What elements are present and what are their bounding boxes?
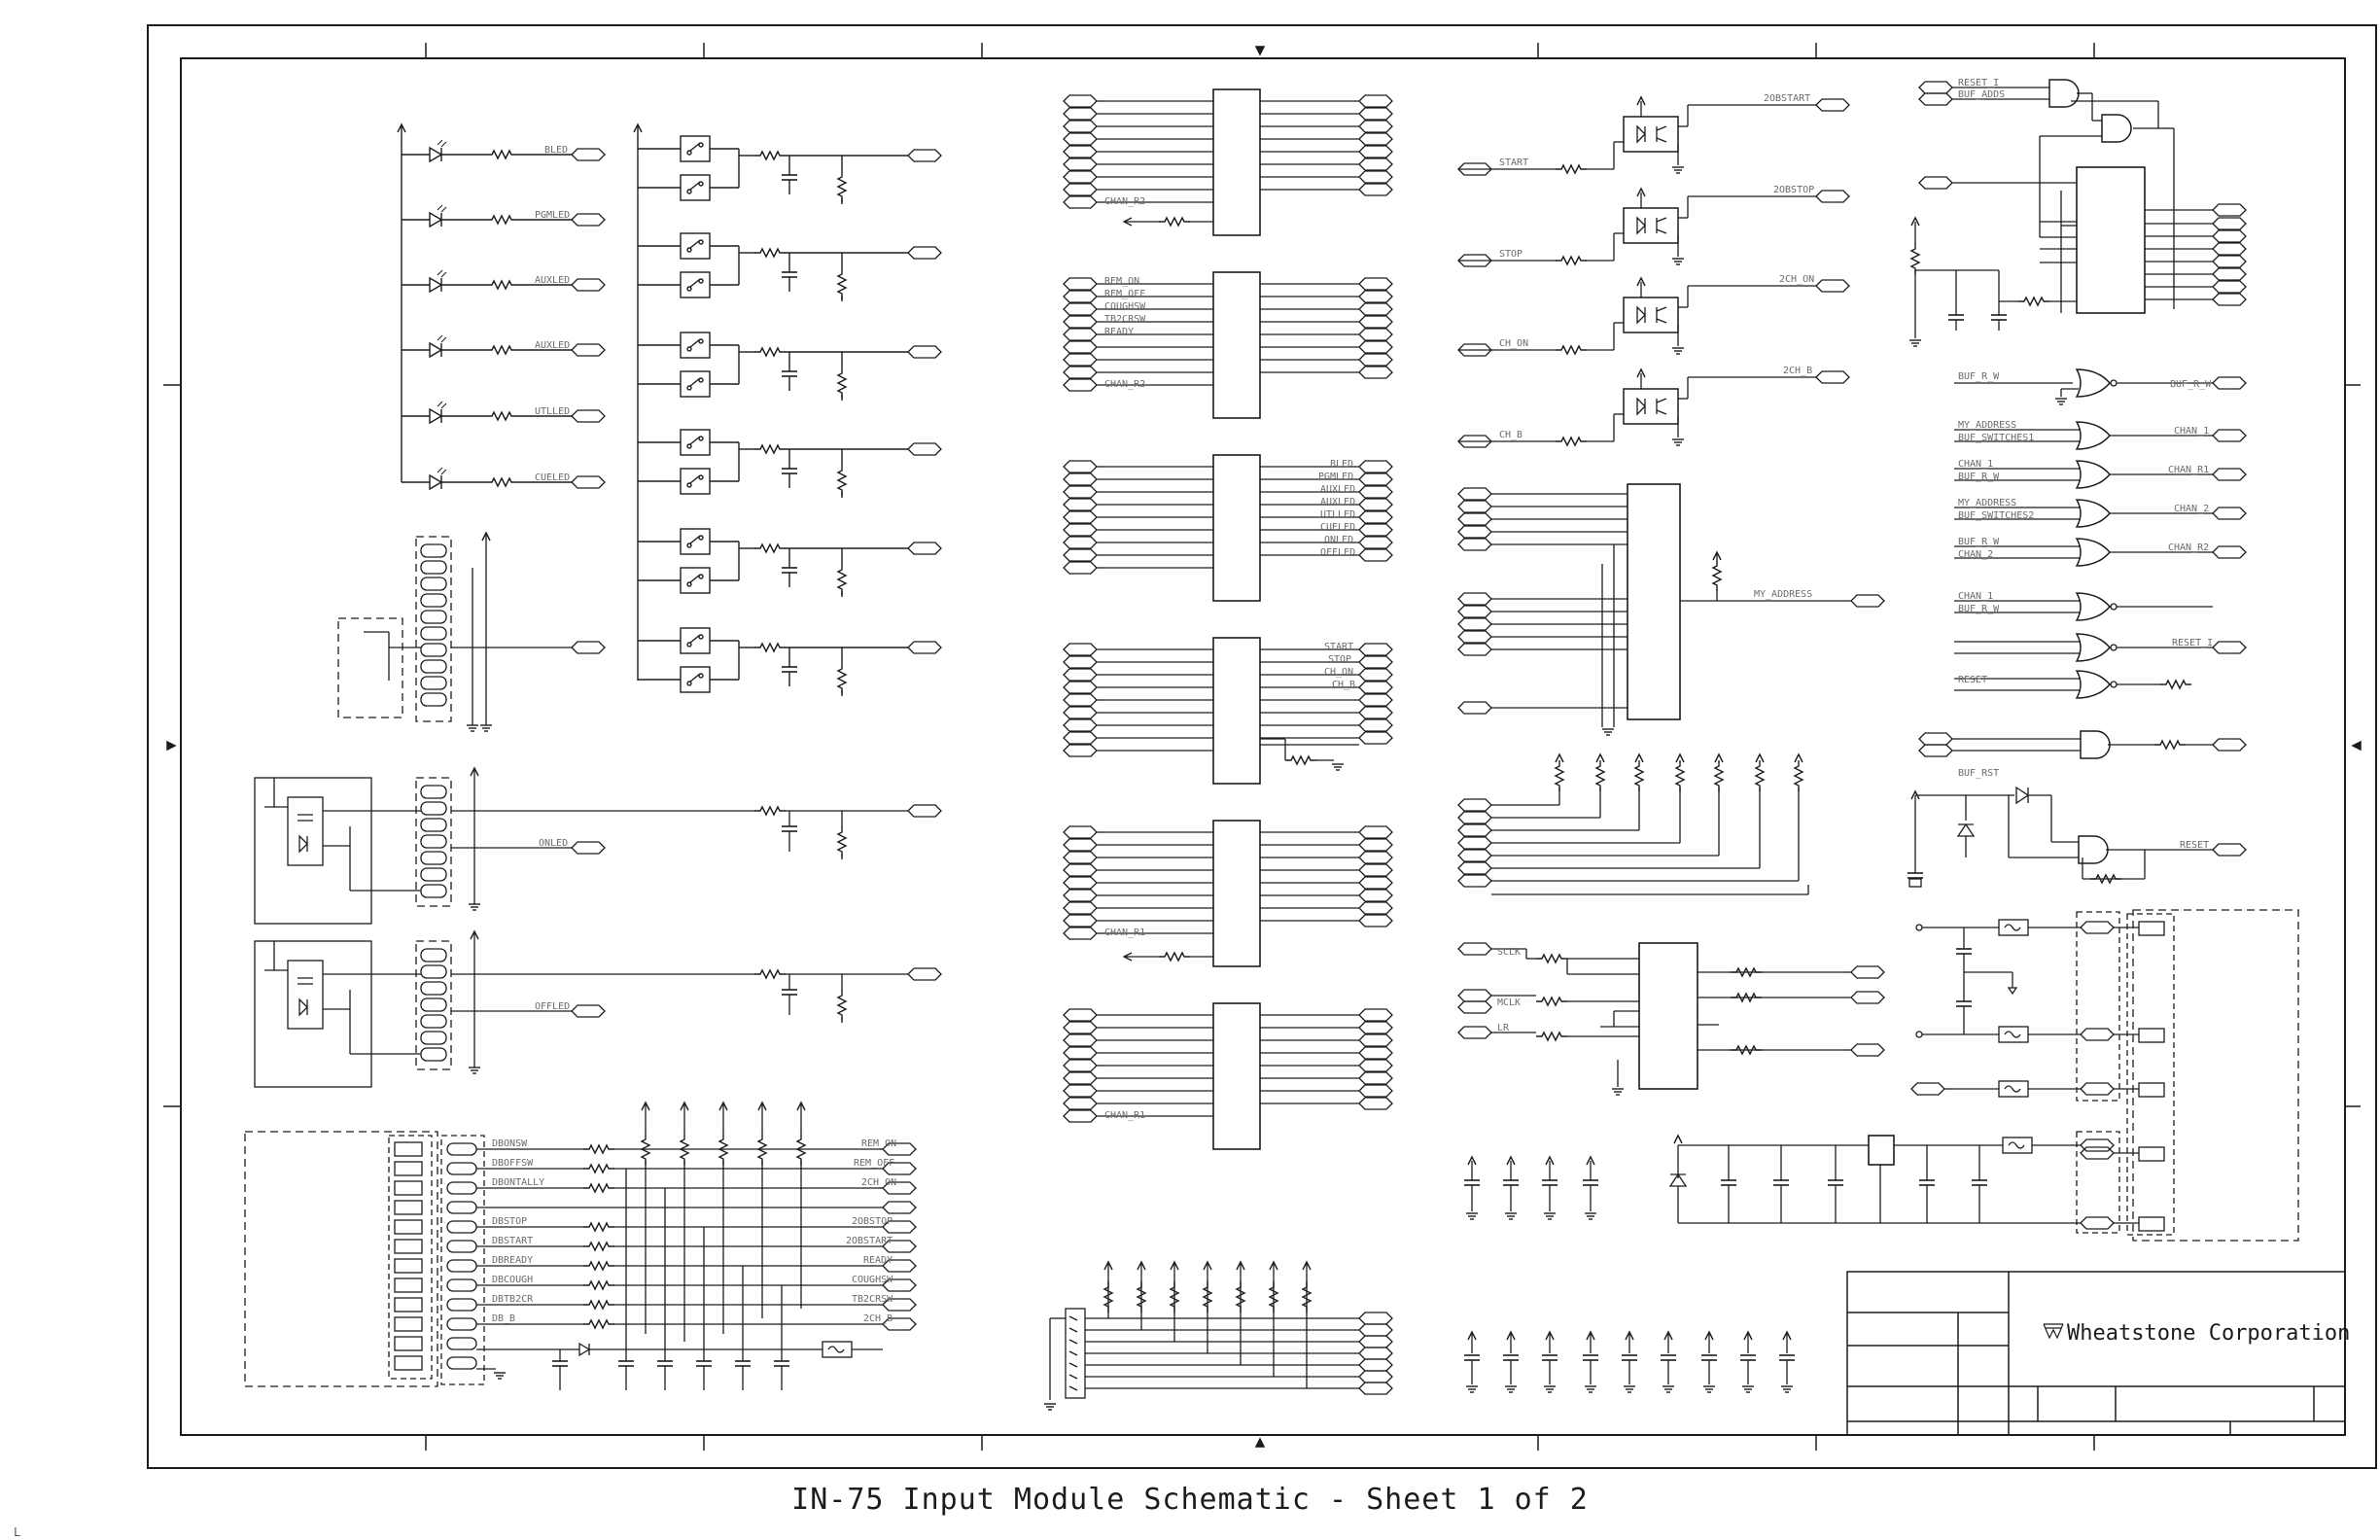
gate-label: BUF_SWITCHES2 (1958, 510, 2035, 521)
opto-in-label: STOP (1499, 249, 1523, 260)
db-in-label: DBSTART (492, 1236, 534, 1246)
db-out-label: 2OBSTOP (852, 1216, 893, 1227)
corner-mark: L (14, 1525, 21, 1539)
db-in-label: DBOFFSW (492, 1158, 534, 1169)
gate-labels (1958, 371, 2213, 851)
gate-label: BUF_R_W (2170, 379, 2212, 390)
conn-label: OFFLED (1320, 547, 1356, 558)
jack-connector (338, 533, 605, 731)
sheet-border (148, 25, 2376, 1468)
gate-label: CHAN_2 (2174, 504, 2210, 514)
led-label: UTLLED (535, 406, 571, 417)
led-label: AUXLED (535, 275, 571, 286)
output-connector (1911, 910, 2298, 1241)
conn-label: REM_OFF (1104, 289, 1146, 299)
address-ic (1458, 484, 1884, 735)
db-out-label: REM_OFF (854, 1158, 895, 1169)
db-in-label: DBCOUGH (492, 1275, 534, 1285)
led-label: AUXLED (535, 340, 571, 351)
gate-label: CHAN_1 (1958, 591, 1994, 602)
conn-label: READY (1104, 327, 1135, 337)
gate-label: CHAN_1 (1958, 459, 1994, 470)
reset-in-label: BUF_ADDS (1958, 89, 2006, 100)
serial-ic (1458, 943, 1884, 1095)
reset-out-label: RESET (2180, 840, 2210, 851)
db-out-label: COUGHSW (852, 1275, 893, 1285)
ribbon-connectors (1064, 89, 1392, 1149)
gate-label: CHAN_2 (1958, 549, 1994, 560)
conn-label: TB2CRSW (1104, 314, 1146, 325)
db-in-label: DBSTOP (492, 1216, 528, 1227)
gate-label: BUF_SWITCHES1 (1958, 433, 2035, 443)
conn-label: CUELED (1320, 522, 1356, 533)
gate-label: CHAN_R1 (2168, 465, 2210, 475)
pullup-header (1044, 1262, 1392, 1410)
conn-label: AUXLED (1320, 484, 1356, 495)
gate-label: MY_ADDRESS (1958, 420, 2017, 431)
conn-label: CH_B (1332, 680, 1356, 690)
conn-label: CH_ON (1324, 667, 1354, 678)
opto-out-label: 2OBSTOP (1773, 185, 1815, 195)
daughterboard-connector (245, 1102, 916, 1390)
mclk-label: MCLK (1497, 998, 1522, 1008)
company-logo-text: Wheatstone Corporation (2067, 1321, 2351, 1346)
db-out-label: 2CH_B (863, 1313, 893, 1324)
led-indicator-group (398, 124, 605, 489)
db-in-label: DBREADY (492, 1255, 534, 1266)
db-out-label: 2CH_ON (861, 1177, 897, 1188)
db-in-label: DBONTALLY (492, 1177, 545, 1188)
conn-label: REM_ON (1104, 276, 1140, 287)
buf-rst-label: BUF_RST (1958, 768, 2000, 779)
conn-label: AUXLED (1320, 497, 1356, 508)
power-regulator (1670, 1136, 2114, 1229)
db-in-label: DBONSW (492, 1138, 528, 1149)
led-label: BLED (544, 145, 569, 156)
opto-couplers (1458, 97, 1849, 447)
opto-in-label: START (1499, 158, 1529, 168)
conn-label: CHAN_R1 (1104, 928, 1146, 938)
conn-label: ONLED (1324, 535, 1354, 545)
onled-label: ONLED (539, 838, 569, 849)
conn-label: PGMLED (1318, 472, 1354, 482)
conn-label: STOP (1328, 654, 1352, 665)
reset-logic (1909, 80, 2246, 346)
sheet-title: IN-75 Input Module Schematic - Sheet 1 of 2 (791, 1483, 1589, 1517)
db-out-label: READY (863, 1255, 893, 1266)
opto-in-label: CH_B (1499, 430, 1523, 440)
opto-out-label: 2CH_ON (1779, 274, 1815, 285)
offled-label: OFFLED (535, 1001, 571, 1012)
conn-label: UTLLED (1320, 509, 1356, 520)
conn-label: CHAN_R2 (1104, 379, 1146, 390)
gate-label: CHAN_R2 (2168, 542, 2210, 553)
switch-bank (634, 124, 941, 696)
gate-label: CHAN_1 (2174, 426, 2210, 437)
opto-out-label: 2CH_B (1783, 366, 1813, 376)
db-input-labels (492, 1138, 896, 1324)
db-out-label: REM_ON (861, 1138, 897, 1149)
led-label: PGMLED (535, 210, 571, 221)
pullup-bank (1458, 754, 1808, 894)
title-block (1847, 1272, 2345, 1435)
bypass-capacitors (1464, 1157, 1795, 1392)
gate-label: RESET_I (2172, 638, 2214, 648)
gate-label: MY_ADDRESS (1958, 498, 2017, 508)
conn-label: COUGHSW (1104, 301, 1146, 312)
conn-label: BLED (1330, 459, 1354, 470)
gate-label: BUF_R_W (1958, 472, 2000, 482)
db-in-label: DB_B (492, 1313, 516, 1324)
off-switch-block (255, 931, 941, 1087)
conn-label: START (1324, 642, 1354, 652)
gate-label: BUF_R_W (1958, 604, 2000, 614)
conn-label: CHAN_R1 (1104, 1110, 1146, 1121)
on-switch-block (255, 768, 941, 924)
gate-label: BUF_R_W (1958, 537, 2000, 547)
db-in-label: DBTB2CR (492, 1294, 534, 1305)
gate-label: BUF_R_W (1958, 371, 2000, 382)
led-label: CUELED (535, 472, 571, 483)
my-address-label: MY_ADDRESS (1754, 589, 1813, 600)
sclk-label: SCLK (1497, 947, 1522, 958)
db-out-label: TB2CRSW (852, 1294, 893, 1305)
gate-label: RESET (1958, 675, 1988, 685)
db-out-label: 2OBSTART (846, 1236, 893, 1246)
gate-bank (1908, 369, 2246, 887)
reset-in-label: RESET_I (1958, 78, 2000, 88)
lr-label: LR (1497, 1023, 1510, 1033)
conn-label: CHAN_R2 (1104, 196, 1146, 207)
opto-in-label: CH_ON (1499, 338, 1529, 349)
opto-out-label: 2OBSTART (1764, 93, 1811, 104)
